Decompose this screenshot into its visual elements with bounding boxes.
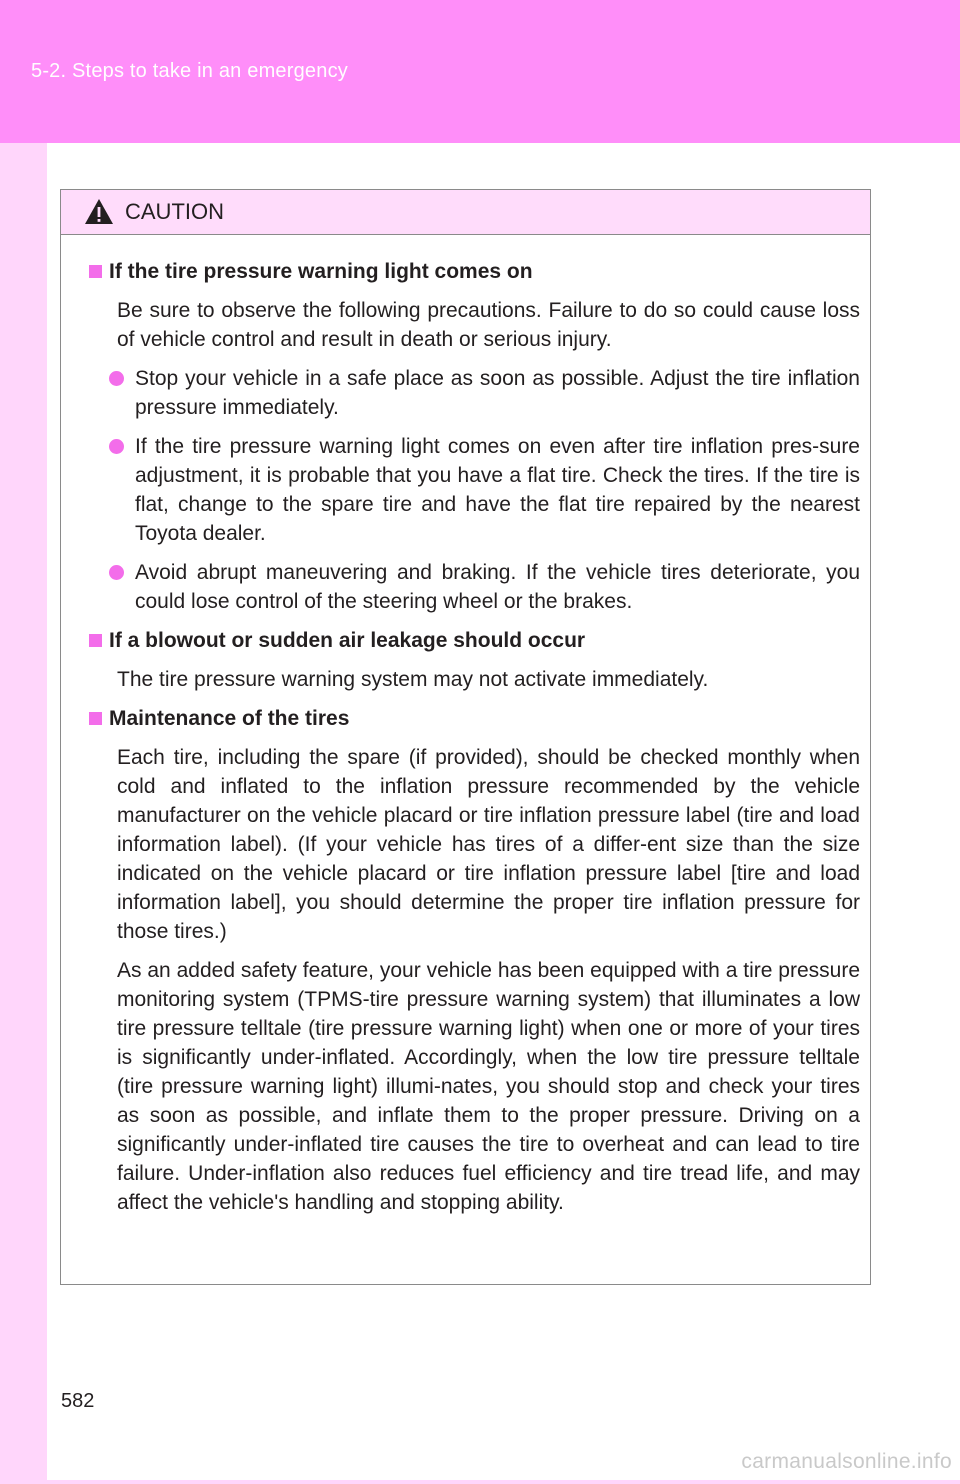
paragraph: The tire pressure warning system may not activate immediately. [117, 668, 709, 691]
caution-box [60, 189, 871, 1285]
paragraph: Each tire, including the spare (if provided), should be checked monthly when cold and inflated to the inflation pressure recommended by the vehicle manufacturer on the vehicle placard or tire inflation pressure label (tire and load information label). (If your vehicle has tires of a differ-ent size than the size indicated on the vehicle placard or tire inflation pressure label [tire and load information label], you should determine the proper tire inflation pressure for those tires.) [117, 746, 860, 943]
section-heading: If the tire pressure warning light comes on [89, 257, 860, 286]
paragraph: Be sure to observe the following precautions. Failure to do so could cause loss of vehicle control and result in death or serious injury. [117, 299, 860, 351]
bottom-margin-strip [0, 1480, 960, 1484]
warning-triangle-icon [84, 198, 114, 225]
section-title: 5-2. Steps to take in an emergency [31, 60, 348, 82]
section-heading: If a blowout or sudden air leakage should occur [89, 626, 860, 655]
square-bullet-icon [89, 634, 102, 647]
watermark: carmanualsonline.info [741, 1450, 952, 1473]
square-bullet-icon [89, 712, 102, 725]
list-item: Avoid abrupt maneuvering and braking. If the vehicle tires deteriorate, you could lose control of the steering wheel or the brakes. [135, 558, 860, 616]
square-bullet-icon [89, 265, 102, 278]
paragraph: As an added safety feature, your vehicle has been equipped with a tire pressure monitoring system (TPMS-tire pressure warning system) that illuminates a low tire pressure telltale (tire pressure warning light) when one or more of your tires is significantly under-inflated. Accordingly, when the low tire pressure telltale (tire pressure warning light) illumi-nates, you should stop and check your tires as soon as possible, and inflate them to the proper pressure. Driving on a significantly under-inflated tire causes the tire to overheat and can lead to tire failure. Under-inflation also reduces fuel efficiency and tire tread life, and may affect the vehicle's handling and stopping ability. [117, 959, 860, 1214]
caution-header [61, 190, 870, 235]
list-item: Stop your vehicle in a safe place as soon as possible. Adjust the tire inflation pressure immediately. [135, 364, 860, 422]
circle-bullet-icon [109, 565, 124, 580]
side-margin-strip [0, 143, 47, 1484]
list-item: If the tire pressure warning light comes on even after tire inflation pres-sure adjustment, it is probable that you have a flat tire. Check the tires. If the tire is flat, change to the spare tire and have the flat tire repaired by the nearest Toyota dealer. [135, 432, 860, 548]
caution-body [61, 235, 870, 1217]
caution-title: CAUTION [125, 199, 224, 224]
page-header-band [0, 0, 960, 143]
circle-bullet-icon [109, 371, 124, 386]
page-number: 582 [61, 1390, 95, 1412]
section-heading: Maintenance of the tires [89, 704, 860, 733]
circle-bullet-icon [109, 439, 124, 454]
